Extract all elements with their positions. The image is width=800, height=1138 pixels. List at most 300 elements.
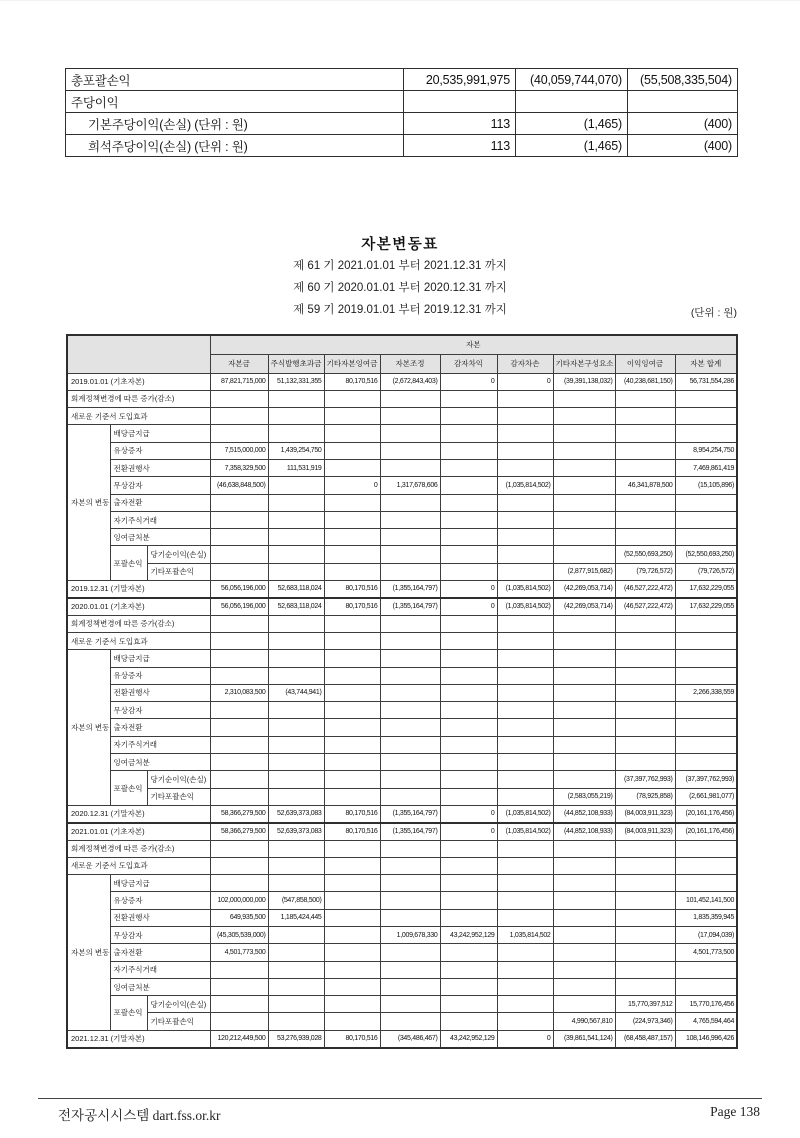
equity-row [67, 511, 737, 528]
row-label: 2021.12.31 (기말자본) [67, 1030, 210, 1047]
value-cell [553, 529, 615, 546]
value-cell [675, 615, 737, 632]
value-cell [553, 477, 615, 494]
row-label: 자기주식거래 [110, 511, 210, 528]
value-cell [380, 425, 440, 442]
value-cell: 52,683,118,024 [268, 598, 324, 615]
value-cell [440, 390, 497, 407]
value-cell: 7,469,861,419 [675, 459, 737, 476]
value-cell [268, 563, 324, 580]
equity-row [67, 857, 737, 874]
table-row [66, 135, 738, 157]
value-cell [440, 459, 497, 476]
value-cell [675, 754, 737, 771]
dart-system-label: 전자공시시스템 dart.fss.or.kr [58, 1108, 221, 1123]
value-cell [380, 875, 440, 892]
value-cell [628, 91, 738, 113]
period-lines [0, 255, 800, 321]
value-cell [675, 632, 737, 649]
equity-row [67, 529, 737, 546]
value-cell: (43,744,941) [268, 684, 324, 701]
value-cell: 7,358,329,500 [210, 459, 268, 476]
value-cell [553, 390, 615, 407]
value-cell [497, 944, 553, 961]
value-cell [675, 408, 737, 425]
value-cell [380, 771, 440, 788]
value-cell [268, 529, 324, 546]
value-cell [615, 494, 675, 511]
row-label: 출자전환 [110, 944, 210, 961]
value-cell: (79,726,572) [675, 563, 737, 580]
value-cell [324, 702, 380, 719]
value-cell [210, 632, 268, 649]
row-label: 자기주식거래 [110, 736, 210, 753]
value-cell [553, 736, 615, 753]
row-label: 2020.12.31 (기말자본) [67, 805, 210, 822]
equity-row [67, 684, 737, 701]
value-cell: 102,000,000,000 [210, 892, 268, 909]
value-cell [615, 978, 675, 995]
value-cell: 113 [404, 135, 516, 157]
value-cell [210, 494, 268, 511]
value-cell [440, 408, 497, 425]
column-header: 자본조정 [380, 354, 440, 373]
value-cell: 80,170,516 [324, 805, 380, 822]
value-cell: 20,535,991,975 [404, 69, 516, 91]
value-cell: (42,269,053,714) [553, 598, 615, 615]
value-cell [497, 996, 553, 1013]
value-cell [210, 754, 268, 771]
value-cell: (1,355,164,797) [380, 581, 440, 598]
table-row [66, 69, 738, 91]
value-cell [553, 875, 615, 892]
value-cell [615, 909, 675, 926]
value-cell [324, 563, 380, 580]
column-header: 자본 합계 [675, 354, 737, 373]
value-cell [440, 944, 497, 961]
value-cell [324, 736, 380, 753]
row-label: 새로운 기준서 도입효과 [67, 857, 210, 874]
value-cell [268, 650, 324, 667]
value-cell: 0 [497, 1030, 553, 1047]
value-cell [440, 771, 497, 788]
value-cell: 0 [440, 598, 497, 615]
change-group-label: 자본의 변동 [67, 425, 110, 581]
equity-row [67, 961, 737, 978]
row-label: 전환권행사 [110, 684, 210, 701]
equity-row [67, 875, 737, 892]
value-cell [497, 840, 553, 857]
value-cell: (39,391,138,032) [553, 373, 615, 390]
value-cell [615, 511, 675, 528]
value-cell [404, 91, 516, 113]
value-cell [497, 494, 553, 511]
value-cell [324, 978, 380, 995]
value-cell [324, 650, 380, 667]
equity-row [67, 702, 737, 719]
row-label: 전환권행사 [110, 909, 210, 926]
equity-row [67, 477, 737, 494]
value-cell: 17,632,229,055 [675, 598, 737, 615]
value-cell [615, 736, 675, 753]
value-cell [440, 996, 497, 1013]
equity-row [67, 494, 737, 511]
value-cell: (2,583,055,219) [553, 788, 615, 805]
value-cell: 7,515,000,000 [210, 442, 268, 459]
value-cell [497, 615, 553, 632]
equity-row [67, 909, 737, 926]
value-cell [210, 996, 268, 1013]
row-label: 회계정책변경에 따른 증가(감소) [67, 840, 210, 857]
value-cell: 0 [324, 477, 380, 494]
value-cell: 87,821,715,000 [210, 373, 268, 390]
unit-label: (단위 : 원) [690, 307, 737, 319]
row-label: 기본주당이익(손실) (단위 : 원) [66, 113, 404, 135]
value-cell [380, 736, 440, 753]
row-label: 유상증자 [110, 892, 210, 909]
value-cell: (84,003,911,323) [615, 805, 675, 822]
value-cell: (17,094,039) [675, 927, 737, 944]
row-label: 회계정책변경에 따른 증가(감소) [67, 615, 210, 632]
value-cell: 101,452,141,500 [675, 892, 737, 909]
value-cell [324, 684, 380, 701]
value-cell: 80,170,516 [324, 1030, 380, 1047]
value-cell [553, 702, 615, 719]
value-cell [440, 909, 497, 926]
equity-row [67, 1013, 737, 1030]
value-cell [553, 909, 615, 926]
page-footer [58, 1104, 760, 1124]
value-cell: 52,639,373,083 [268, 823, 324, 840]
value-cell: (55,508,335,504) [628, 69, 738, 91]
equity-changes-body [67, 335, 737, 1048]
value-cell [210, 857, 268, 874]
value-cell [553, 650, 615, 667]
row-label: 잉여금처분 [110, 754, 210, 771]
value-cell: 56,731,554,286 [675, 373, 737, 390]
value-cell [380, 667, 440, 684]
value-cell: (224,973,346) [615, 1013, 675, 1030]
value-cell: (39,861,541,124) [553, 1030, 615, 1047]
value-cell: (400) [628, 113, 738, 135]
value-cell [497, 978, 553, 995]
value-cell [497, 650, 553, 667]
value-cell [324, 494, 380, 511]
value-cell [380, 650, 440, 667]
row-label: 2021.01.01 (기초자본) [67, 823, 210, 840]
column-header: 감자차익 [440, 354, 497, 373]
value-cell [553, 719, 615, 736]
value-cell: (20,161,176,456) [675, 805, 737, 822]
equity-row [67, 1030, 737, 1047]
value-cell [440, 529, 497, 546]
equity-row [67, 788, 737, 805]
value-cell [497, 771, 553, 788]
value-cell: 43,242,952,129 [440, 1030, 497, 1047]
value-cell [440, 442, 497, 459]
value-cell [324, 511, 380, 528]
value-cell [553, 459, 615, 476]
value-cell: (37,397,762,993) [615, 771, 675, 788]
value-cell: 0 [440, 581, 497, 598]
value-cell [497, 390, 553, 407]
value-cell: 4,501,773,500 [210, 944, 268, 961]
value-cell [440, 615, 497, 632]
value-cell [440, 857, 497, 874]
row-label: 기타포괄손익 [147, 563, 210, 580]
value-cell: 649,935,500 [210, 909, 268, 926]
value-cell: (345,486,467) [380, 1030, 440, 1047]
value-cell [380, 978, 440, 995]
value-cell: 80,170,516 [324, 373, 380, 390]
equity-changes-table [66, 334, 738, 1049]
value-cell: 15,770,176,456 [675, 996, 737, 1013]
value-cell: 1,835,359,945 [675, 909, 737, 926]
value-cell [268, 771, 324, 788]
value-cell: (40,238,681,150) [615, 373, 675, 390]
value-cell: 4,501,773,500 [675, 944, 737, 961]
row-label: 새로운 기준서 도입효과 [67, 408, 210, 425]
change-group-label: 자본의 변동 [67, 875, 110, 1031]
equity-row [67, 805, 737, 822]
value-cell [615, 615, 675, 632]
value-cell: (45,305,539,000) [210, 927, 268, 944]
value-cell [268, 546, 324, 563]
value-cell: 80,170,516 [324, 823, 380, 840]
value-cell [615, 390, 675, 407]
value-cell [615, 754, 675, 771]
row-label: 주당이익 [66, 91, 404, 113]
value-cell [380, 719, 440, 736]
value-cell: (1,465) [516, 135, 628, 157]
value-cell [210, 425, 268, 442]
value-cell [440, 650, 497, 667]
value-cell [675, 494, 737, 511]
row-label: 2019.12.31 (기말자본) [67, 581, 210, 598]
column-header: 기타자본잉여금 [324, 354, 380, 373]
value-cell [497, 563, 553, 580]
value-cell [553, 615, 615, 632]
value-cell [553, 667, 615, 684]
value-cell [210, 563, 268, 580]
value-cell [615, 702, 675, 719]
value-cell [440, 978, 497, 995]
equity-row [67, 390, 737, 407]
equity-row [67, 996, 737, 1013]
row-label: 자기주식거래 [110, 961, 210, 978]
equity-row [67, 632, 737, 649]
value-cell: (1,035,814,502) [497, 598, 553, 615]
equity-row [67, 840, 737, 857]
value-cell [440, 788, 497, 805]
equity-row [67, 442, 737, 459]
value-cell: 58,366,279,500 [210, 823, 268, 840]
value-cell [516, 91, 628, 113]
value-cell: (40,059,744,070) [516, 69, 628, 91]
value-cell [324, 840, 380, 857]
value-cell: (1,035,814,502) [497, 805, 553, 822]
value-cell [324, 632, 380, 649]
period-line: 제 60 기 2020.01.01 부터 2020.12.31 까지 [293, 282, 507, 294]
value-cell [324, 909, 380, 926]
value-cell [497, 1013, 553, 1030]
value-cell [268, 961, 324, 978]
value-cell: 56,056,196,000 [210, 598, 268, 615]
value-cell [324, 754, 380, 771]
value-cell [324, 771, 380, 788]
value-cell [324, 667, 380, 684]
equity-row [67, 459, 737, 476]
table-row [66, 113, 738, 135]
value-cell [210, 650, 268, 667]
value-cell [440, 425, 497, 442]
value-cell: (1,035,814,502) [497, 581, 553, 598]
value-cell: 2,310,083,500 [210, 684, 268, 701]
value-cell [675, 529, 737, 546]
value-cell [380, 996, 440, 1013]
value-cell: 113 [404, 113, 516, 135]
value-cell: 8,954,254,750 [675, 442, 737, 459]
column-header: 이익잉여금 [615, 354, 675, 373]
value-cell [380, 1013, 440, 1030]
value-cell [497, 684, 553, 701]
row-label: 회계정책변경에 따른 증가(감소) [67, 390, 210, 407]
equity-row [67, 978, 737, 995]
value-cell [497, 408, 553, 425]
value-cell [615, 684, 675, 701]
value-cell: 0 [497, 373, 553, 390]
value-cell [675, 667, 737, 684]
value-cell [497, 546, 553, 563]
value-cell [380, 408, 440, 425]
value-cell: 46,341,878,500 [615, 477, 675, 494]
value-cell [440, 719, 497, 736]
value-cell [553, 857, 615, 874]
value-cell [210, 546, 268, 563]
value-cell [210, 719, 268, 736]
value-cell [615, 632, 675, 649]
value-cell [497, 442, 553, 459]
value-cell [380, 546, 440, 563]
value-cell [380, 615, 440, 632]
value-cell [380, 840, 440, 857]
value-cell: 80,170,516 [324, 581, 380, 598]
equity-row [67, 719, 737, 736]
column-header: 감자차손 [497, 354, 553, 373]
value-cell [324, 719, 380, 736]
value-cell [380, 909, 440, 926]
column-header: 기타자본구성요소 [553, 354, 615, 373]
comprehensive-group-label: 포괄손익 [110, 546, 147, 581]
value-cell [675, 857, 737, 874]
value-cell [268, 494, 324, 511]
value-cell [324, 459, 380, 476]
value-cell [380, 563, 440, 580]
value-cell: 0 [440, 805, 497, 822]
row-label: 2019.01.01 (기초자본) [67, 373, 210, 390]
value-cell [553, 944, 615, 961]
value-cell [210, 408, 268, 425]
equity-row [67, 944, 737, 961]
value-cell [615, 840, 675, 857]
value-cell [497, 909, 553, 926]
value-cell [497, 961, 553, 978]
value-cell: 52,683,118,024 [268, 581, 324, 598]
value-cell: (1,355,164,797) [380, 805, 440, 822]
value-cell [675, 650, 737, 667]
value-cell [324, 927, 380, 944]
value-cell [675, 736, 737, 753]
equity-row [67, 650, 737, 667]
value-cell [675, 425, 737, 442]
value-cell: 51,132,331,355 [268, 373, 324, 390]
income-summary-body [66, 69, 738, 157]
equity-row [67, 823, 737, 840]
value-cell [268, 736, 324, 753]
value-cell: (46,638,848,500) [210, 477, 268, 494]
row-label: 유상증자 [110, 667, 210, 684]
value-cell [268, 875, 324, 892]
value-cell: (400) [628, 135, 738, 157]
value-cell [268, 390, 324, 407]
value-cell [553, 546, 615, 563]
value-cell [210, 788, 268, 805]
value-cell [440, 684, 497, 701]
row-label: 전환권행사 [110, 459, 210, 476]
row-label: 희석주당이익(손실) (단위 : 원) [66, 135, 404, 157]
value-cell: (2,672,843,403) [380, 373, 440, 390]
value-cell [553, 511, 615, 528]
value-cell [210, 667, 268, 684]
value-cell: 108,146,996,426 [675, 1030, 737, 1047]
value-cell [615, 961, 675, 978]
equity-row [67, 667, 737, 684]
value-cell [497, 667, 553, 684]
value-cell [324, 892, 380, 909]
value-cell: (1,355,164,797) [380, 598, 440, 615]
corner-header-cell [67, 335, 210, 373]
equity-row [67, 771, 737, 788]
value-cell: 2,266,338,559 [675, 684, 737, 701]
value-cell: (1,035,814,502) [497, 477, 553, 494]
value-cell: (78,925,858) [615, 788, 675, 805]
period-line: 제 59 기 2019.01.01 부터 2019.12.31 까지 [293, 304, 507, 316]
value-cell [380, 684, 440, 701]
value-cell [497, 754, 553, 771]
value-cell [210, 529, 268, 546]
comprehensive-group-label: 포괄손익 [110, 996, 147, 1031]
value-cell [497, 788, 553, 805]
value-cell [268, 1013, 324, 1030]
equity-row [67, 598, 737, 615]
value-cell [210, 1013, 268, 1030]
row-label: 기타포괄손익 [147, 788, 210, 805]
row-label: 잉여금처분 [110, 529, 210, 546]
value-cell [380, 459, 440, 476]
column-header: 주식발행초과금 [268, 354, 324, 373]
value-cell [380, 442, 440, 459]
row-label: 배당금지급 [110, 650, 210, 667]
value-cell [615, 892, 675, 909]
value-cell [268, 754, 324, 771]
value-cell [553, 442, 615, 459]
value-cell [615, 667, 675, 684]
value-cell [615, 442, 675, 459]
equity-row [67, 408, 737, 425]
value-cell [380, 494, 440, 511]
row-label: 총포괄손익 [66, 69, 404, 91]
value-cell [497, 425, 553, 442]
